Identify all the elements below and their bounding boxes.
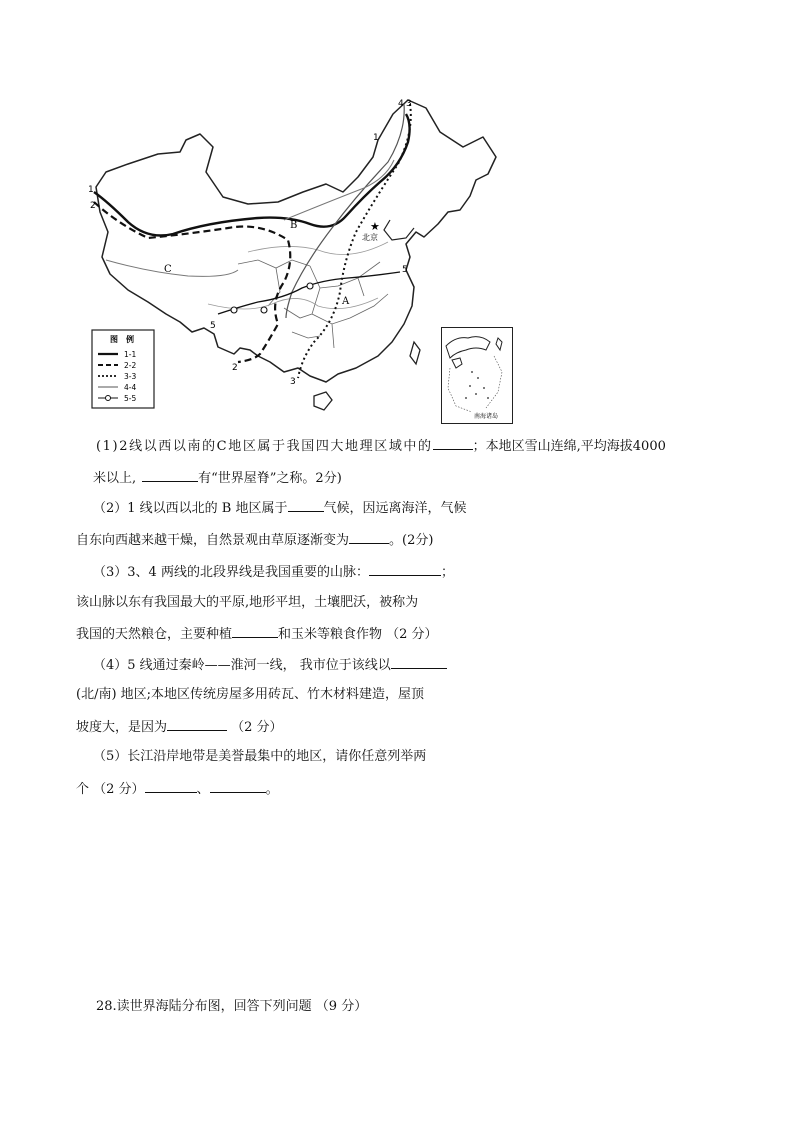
inset-boundary	[448, 356, 502, 412]
taiwan-island	[410, 342, 420, 364]
line-5	[218, 272, 400, 314]
region-label-a: A	[342, 296, 350, 307]
city-label: 北京	[362, 233, 378, 242]
q4-blank-reason[interactable]	[167, 717, 227, 731]
q28-text: 28.读世界海陆分布图，回答下列问题 （9 分）	[96, 999, 368, 1014]
q3-line3	[76, 624, 438, 644]
q2-line2	[76, 530, 433, 550]
q5-line2	[76, 779, 279, 799]
q4-text-d: （2 分）	[227, 720, 283, 735]
q3-line1	[93, 562, 454, 582]
legend-item-4: 4-4	[124, 383, 137, 392]
q3-line2	[76, 594, 418, 612]
legend-item-5: 5-5	[124, 394, 137, 403]
q1-text-a: (1)2线以西以南的C地区属于我国四大地理区域中的	[96, 439, 433, 454]
region-label-c: C	[164, 264, 172, 275]
q4-text-a: （4）5 线通过秦岭——淮河一线， 我市位于该线以	[93, 658, 391, 673]
q5-text-b: 个 （2 分）	[76, 782, 145, 797]
q5-blank-1[interactable]	[145, 779, 197, 793]
line-label-3-top: 3	[406, 99, 412, 109]
inset-coast	[446, 337, 490, 358]
line-label-3-south: 3	[290, 377, 296, 387]
q3-text-b: ；	[440, 565, 454, 580]
q2-text-c: 自东向西越来越干燥，自然景观由草原逐渐变为	[76, 533, 350, 548]
q4-text-c: 坡度大，是因为	[76, 720, 168, 735]
legend-title: 图 例	[110, 335, 134, 344]
q2-text-b: 气候，因远离海洋，气候	[323, 501, 467, 516]
q5-text-a: （5）长江沿岸地带是美誉最集中的地区，请你任意列举两	[93, 749, 427, 764]
south-china-sea-inset	[441, 327, 513, 424]
legend-swatch-5-dot	[106, 396, 111, 401]
inset-hainan	[452, 358, 462, 368]
q4-text-b: (北/南) 地区;本地区传统房屋多用砖瓦、竹木材料建造，屋顶	[76, 687, 425, 702]
line-label-1: 1	[88, 185, 94, 195]
inset-taiwan	[496, 338, 502, 350]
line-4	[286, 104, 404, 318]
q3-text-d: 我国的天然粮仓，主要种植	[76, 627, 233, 642]
inset-label: 南海诸岛	[474, 413, 499, 420]
bohai-coast	[384, 220, 414, 240]
line-c-thin	[106, 260, 238, 276]
q4-blank-side[interactable]	[391, 655, 447, 669]
legend-item-3: 3-3	[124, 372, 137, 381]
q1-blank-name[interactable]	[142, 468, 198, 482]
line-label-4-top: 4	[398, 99, 404, 109]
q3-blank-mountain[interactable]	[369, 562, 441, 576]
q1-blank-region[interactable]	[433, 436, 473, 450]
line-label-2: 2	[90, 201, 96, 211]
line-label-1-north: 1	[373, 133, 379, 143]
q5-blank-2[interactable]	[210, 779, 266, 793]
q1-text-d: 有“世界屋脊”之称。2分)	[198, 471, 342, 486]
q5-text-c: 、	[196, 782, 210, 797]
q5-line1	[93, 748, 426, 766]
q3-text-a: （3）3、4 两线的北段界线是我国重要的山脉：	[93, 565, 369, 580]
line-label-2-south: 2	[232, 363, 238, 373]
hainan-island	[314, 392, 332, 410]
beijing-star-icon: ★	[370, 220, 380, 233]
q1-line1	[96, 436, 666, 456]
q2-blank-climate[interactable]	[288, 498, 324, 512]
q5-text-d: 。	[265, 782, 279, 797]
inset-svg	[442, 328, 512, 423]
inset-islands	[465, 371, 489, 399]
china-outline	[96, 100, 496, 382]
line-5-marker	[307, 283, 313, 289]
line-label-5-east: 5	[402, 265, 408, 275]
q2-line1	[93, 498, 467, 518]
line-label-5-west: 5	[210, 321, 216, 331]
q2-text-a: （2）1 线以西以北的 B 地区属于	[93, 501, 288, 516]
q1-text-b: ；本地区雪山连绵,平均海拔4000	[472, 439, 666, 454]
q2-blank-landscape[interactable]	[349, 530, 389, 544]
q4-line1	[93, 655, 447, 675]
q4-line2	[76, 686, 424, 704]
q1-text-c: 米以上,	[93, 471, 137, 486]
internal-boundaries	[238, 260, 388, 348]
region-label-b: B	[290, 220, 298, 231]
line-5-marker	[261, 307, 267, 313]
line-1	[94, 114, 410, 236]
legend-item-2: 2-2	[124, 361, 137, 370]
q4-line3	[76, 717, 283, 737]
legend-item-1: 1-1	[124, 350, 137, 359]
q28-heading	[96, 998, 367, 1016]
q1-line2	[93, 468, 342, 488]
q2-text-d: 。(2分)	[389, 533, 434, 548]
q3-text-e: 和玉米等粮食作物 （2 分）	[278, 627, 438, 642]
line-5-marker	[231, 307, 237, 313]
q3-blank-crop[interactable]	[232, 624, 278, 638]
q3-text-c: 该山脉以东有我国最大的平原,地形平坦，土壤肥沃，被称为	[76, 595, 419, 610]
